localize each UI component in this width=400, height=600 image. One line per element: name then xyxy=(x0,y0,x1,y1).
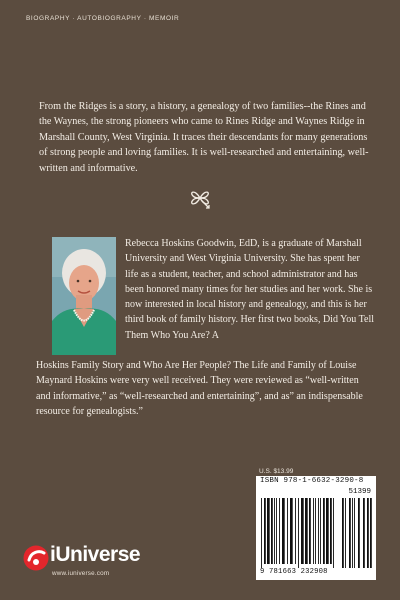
author-portrait xyxy=(52,237,116,355)
author-bio xyxy=(36,236,375,417)
book-blurb: From the Ridges is a story, a history, a genealogy of two families--the Rines and the Waynes, the strong pioneers who came to Rines Ridge and Waynes Ridge in Marshall County, West Virginia. It traces their descendants for many generations of strong people and loving families. It is well-researched and entertaining, well-written and informative. xyxy=(39,101,369,174)
isbn-number: ISBN 978-1-6632-3290-8 xyxy=(260,477,364,485)
publisher-name: iUniverse xyxy=(50,543,141,566)
knot-ornament-icon xyxy=(187,185,213,211)
isbn-barcode xyxy=(256,476,376,580)
publisher-url[interactable]: www.iuniverse.com xyxy=(52,570,110,577)
author-bio-continued: Hoskins Family Story and Who Are Her People? The Life and Family of Louise Maynard Hoskins were very well received. They were reviewed as “well-written and informative,” as “well-researched and entertaining”, and as” an indispensable resource for genealogists.” xyxy=(36,360,363,417)
ean-digits: 9 781663 232908 xyxy=(260,568,328,576)
publisher-logo-icon xyxy=(22,544,52,574)
price-code: 51399 xyxy=(348,488,371,496)
barcode-bars xyxy=(256,476,376,580)
category-label: BIOGRAPHY · AUTOBIOGRAPHY · MEMOIR xyxy=(26,15,180,22)
publisher-logo[interactable] xyxy=(22,541,162,583)
price-label: U.S. $13.99 xyxy=(259,468,294,475)
author-bio-text: Rebecca Hoskins Goodwin, EdD, is a graduate of Marshall University and West Virginia University. She has spent her life as a student, teacher, and school administrator and has been honored many times for her studies and her work. She is now interested in local history and genealogy, and this is her third book of family history. Her first two books, Did You Tell Them Who You Are? A xyxy=(125,238,375,341)
